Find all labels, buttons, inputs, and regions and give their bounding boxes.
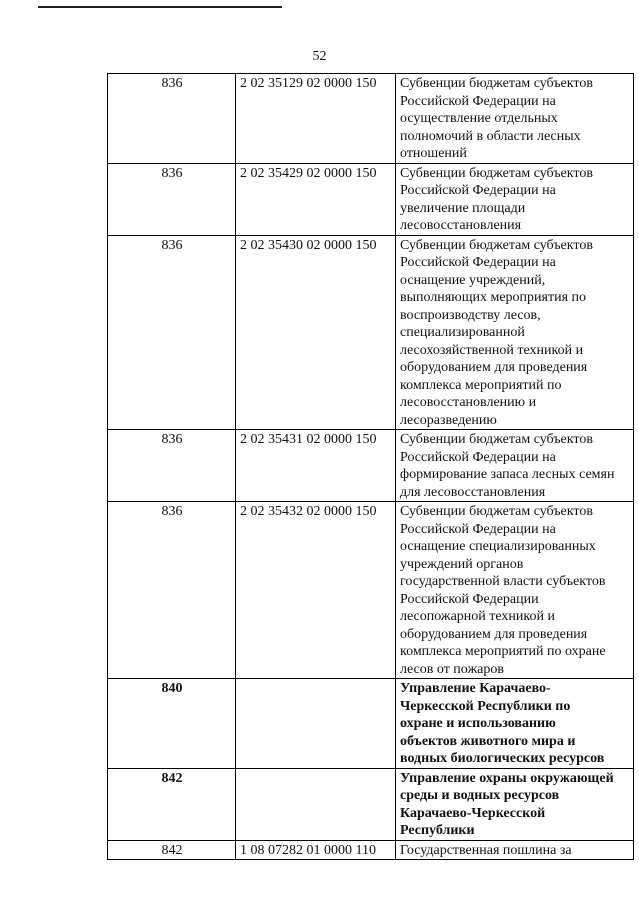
description-line: лесохозяйственной техникой и — [400, 342, 584, 358]
table-row — [108, 163, 634, 235]
description-cell — [396, 768, 634, 840]
budget-classification-code-cell — [236, 679, 396, 769]
description-line: воспроизводству лесов, — [400, 307, 541, 323]
description-line: Карачаево-Черкесской — [400, 805, 546, 821]
description-cell — [396, 74, 634, 164]
description-line: оборудованием для проведения — [400, 626, 588, 642]
admin-code-cell: 842 — [108, 840, 236, 860]
description-line: Российской Федерации — [400, 591, 539, 607]
description-line: лесов от пожаров — [400, 661, 504, 677]
table-row — [108, 430, 634, 502]
description-cell — [396, 235, 634, 430]
budget-classification-code-cell — [236, 768, 396, 840]
description-line: Субвенции бюджетам субъектов — [400, 76, 593, 91]
description-line: Российской Федерации на — [400, 255, 556, 270]
budget-classification-code-cell: 2 02 35432 02 0000 150 — [236, 502, 396, 679]
table-row — [108, 768, 634, 840]
description-line: отношений — [400, 146, 467, 161]
table-row — [108, 235, 634, 430]
description-line: комплекса мероприятий по охране — [400, 644, 606, 659]
description-line: Субвенции бюджетам субъектов — [400, 504, 593, 519]
description-cell — [396, 840, 634, 860]
description-line: специализированной — [400, 325, 525, 340]
admin-code-cell: 836 — [108, 74, 236, 164]
description-line: Субвенции бюджетам субъектов — [400, 165, 593, 181]
table-row — [108, 679, 634, 769]
description-line: среды и водных ресурсов — [400, 788, 560, 803]
description-line: Российской Федерации на — [400, 449, 556, 465]
admin-code-cell: 836 — [108, 163, 236, 235]
description-cell — [396, 430, 634, 502]
description-cell — [396, 163, 634, 235]
description-line: Субвенции бюджетам субъектов — [400, 237, 593, 253]
description-line: Управление охраны окружающей — [400, 770, 614, 786]
admin-code-cell: 836 — [108, 502, 236, 679]
description-line: Российской Федерации на — [400, 521, 556, 537]
description-line: Республики — [400, 823, 475, 838]
description-line: полномочий в области лесных — [400, 128, 581, 144]
budget-classification-code-cell: 2 02 35129 02 0000 150 — [236, 74, 396, 164]
budget-classification-code-cell: 1 08 07282 01 0000 110 — [236, 840, 396, 860]
description-line: учреждений органов — [400, 556, 524, 572]
description-line: осуществление отдельных — [400, 111, 558, 126]
description-line: Государственная пошлина за — [400, 842, 572, 858]
budget-classification-code-cell: 2 02 35431 02 0000 150 — [236, 430, 396, 502]
description-line: оснащение специализированных — [400, 539, 596, 554]
description-line: объектов животного мира и — [400, 733, 576, 749]
description-line: для лесовосстановления — [400, 484, 546, 500]
description-line: лесовосстановления — [400, 218, 522, 233]
admin-code-cell: 842 — [108, 768, 236, 840]
description-line: лесовосстановлению и — [400, 395, 537, 410]
description-line: лесопожарной техникой и — [400, 609, 555, 624]
description-line: оснащение учреждений, — [400, 272, 546, 288]
admin-code-cell: 840 — [108, 679, 236, 769]
admin-code-cell: 836 — [108, 430, 236, 502]
table-row — [108, 502, 634, 679]
description-line: лесоразведению — [400, 412, 497, 428]
table-row — [108, 74, 634, 164]
description-line: государственной власти субъектов — [400, 574, 606, 589]
budget-codes-table — [107, 73, 634, 860]
description-line: выполняющих мероприятия по — [400, 290, 587, 305]
budget-classification-code-cell: 2 02 35429 02 0000 150 — [236, 163, 396, 235]
description-line: Черкесской Республики по — [400, 698, 571, 714]
page-number: 52 — [312, 49, 327, 64]
description-line: Управление Карачаево- — [400, 681, 551, 696]
budget-classification-code-cell: 2 02 35430 02 0000 150 — [236, 235, 396, 430]
description-cell — [396, 502, 634, 679]
table-row — [108, 840, 634, 860]
description-line: Субвенции бюджетам субъектов — [400, 432, 593, 447]
description-cell — [396, 679, 634, 769]
description-line: Российской Федерации на — [400, 93, 556, 109]
admin-code-cell: 836 — [108, 235, 236, 430]
description-line: Российской Федерации на — [400, 183, 556, 198]
description-line: охране и использованию — [400, 716, 556, 731]
description-line: формирование запаса лесных семян — [400, 467, 615, 482]
description-line: комплекса мероприятий по — [400, 377, 562, 393]
header-rule — [38, 6, 282, 8]
description-line: водных биологических ресурсов — [400, 751, 605, 766]
description-line: оборудованием для проведения — [400, 360, 588, 375]
description-line: увеличение площади — [400, 200, 526, 216]
